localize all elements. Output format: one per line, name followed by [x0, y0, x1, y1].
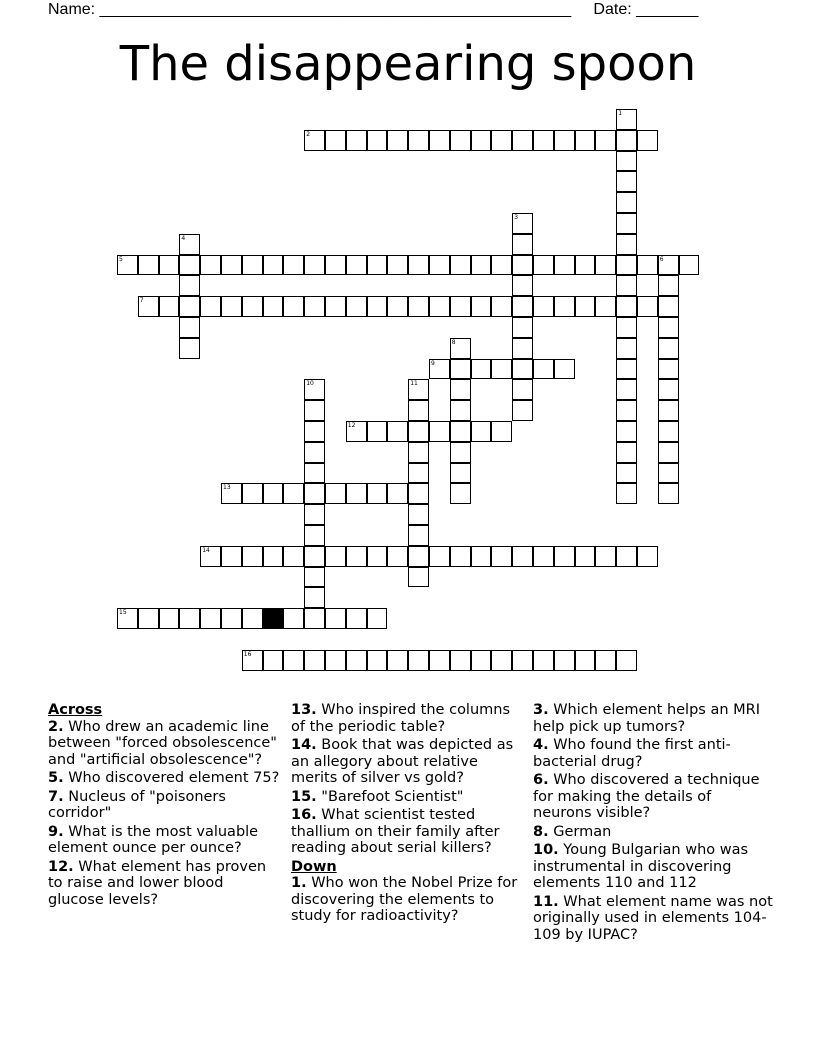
grid-cell[interactable] [304, 130, 325, 151]
grid-cell[interactable] [408, 130, 429, 151]
grid-cell[interactable] [512, 296, 533, 317]
grid-cell[interactable] [533, 296, 554, 317]
page-title: The disappearing spoon [119, 36, 697, 92]
grid-cell[interactable] [450, 400, 471, 421]
grid-cell[interactable] [491, 546, 512, 567]
grid-cell[interactable] [304, 379, 325, 400]
grid-cell[interactable] [304, 587, 325, 608]
grid-cell[interactable] [304, 546, 325, 567]
grid-cell[interactable] [533, 650, 554, 671]
clue-text: Who found the first anti-bacterial drug? [533, 737, 731, 770]
grid-cell[interactable] [658, 275, 679, 296]
grid-cell[interactable] [575, 650, 596, 671]
grid-cell[interactable] [304, 463, 325, 484]
clue-across-16 [291, 807, 526, 857]
grid-cell[interactable] [283, 650, 304, 671]
grid-cell[interactable] [367, 608, 388, 629]
clue-text: Who won the Nobel Prize for discovering the elements to study for radioactivity? [291, 875, 518, 924]
grid-cell[interactable] [304, 608, 325, 629]
grid-cell-number: 5 [119, 255, 123, 263]
grid-cell[interactable] [512, 130, 533, 151]
grid-cell[interactable] [658, 400, 679, 421]
clue-number: 6. [533, 772, 549, 788]
grid-cell[interactable] [325, 546, 346, 567]
clue-across-2 [48, 719, 280, 769]
grid-cell-number: 11 [410, 380, 418, 388]
clue-number: 11. [533, 893, 559, 910]
grid-cell-number: 1 [618, 110, 623, 117]
grid-cell[interactable] [595, 650, 616, 671]
grid-cell[interactable] [304, 483, 325, 504]
grid-cell[interactable] [138, 255, 159, 276]
grid-cell[interactable] [408, 504, 429, 525]
grid-cell[interactable] [242, 255, 263, 276]
grid-cell[interactable] [429, 255, 450, 276]
clue-down-8 [533, 824, 773, 841]
grid-cell[interactable] [408, 463, 429, 484]
grid-cell[interactable] [658, 296, 679, 317]
grid-cell[interactable] [221, 255, 242, 276]
grid-cell[interactable] [200, 255, 221, 276]
grid-cell[interactable] [512, 400, 533, 421]
grid-cell[interactable] [179, 608, 200, 629]
grid-cell[interactable] [616, 546, 637, 567]
grid-cell[interactable] [512, 255, 533, 276]
clue-text: Which element helps an MRI help pick up tumors? [533, 702, 760, 735]
grid-cell[interactable] [658, 463, 679, 484]
grid-cell-number: 9 [431, 359, 435, 367]
grid-cell[interactable] [554, 255, 575, 276]
grid-cell[interactable] [658, 421, 679, 442]
grid-cell[interactable] [491, 255, 512, 276]
grid-cell[interactable] [471, 359, 492, 380]
grid-cell[interactable] [575, 546, 596, 567]
grid-cell[interactable] [346, 608, 367, 629]
clue-text: "Barefoot Scientist" [321, 788, 464, 805]
grid-cell[interactable] [346, 421, 367, 442]
grid-cell[interactable] [471, 650, 492, 671]
grid-cell[interactable] [450, 421, 471, 442]
grid-cell[interactable] [658, 379, 679, 400]
grid-cell[interactable] [658, 317, 679, 338]
grid-cell[interactable] [408, 650, 429, 671]
clue-down-6 [533, 772, 773, 822]
grid-cell[interactable] [179, 338, 200, 359]
clue-text: What is the most valuable element ounce per ounce? [48, 823, 259, 856]
grid-cell[interactable] [325, 650, 346, 671]
grid-cell-number: 4 [181, 234, 186, 242]
grid-cell[interactable] [616, 379, 637, 400]
grid-cell[interactable] [616, 171, 637, 192]
grid-cell[interactable] [221, 296, 242, 317]
grid-cell[interactable] [450, 650, 471, 671]
grid-cell-number: 7 [139, 297, 144, 305]
grid-cell[interactable] [179, 317, 200, 338]
grid-cell[interactable] [450, 296, 471, 317]
grid-cell[interactable] [616, 400, 637, 421]
grid-cell[interactable] [616, 255, 637, 276]
grid-cell[interactable] [387, 255, 408, 276]
grid-cell[interactable] [325, 255, 346, 276]
clue-down-1 [291, 875, 526, 925]
grid-cell[interactable] [221, 483, 242, 504]
grid-cell[interactable] [367, 546, 388, 567]
grid-cell[interactable] [554, 296, 575, 317]
clue-text: Nucleus of "poisoners corridor" [48, 788, 226, 821]
grid-cell[interactable] [658, 359, 679, 380]
grid-cell[interactable] [408, 525, 429, 546]
grid-cell[interactable] [387, 421, 408, 442]
grid-cell[interactable] [533, 255, 554, 276]
grid-cell[interactable] [408, 421, 429, 442]
clue-number: 5. [48, 770, 64, 786]
across-heading: Across [48, 702, 103, 718]
grid-cell[interactable] [263, 483, 284, 504]
grid-cell-number: 14 [202, 546, 210, 554]
grid-cell[interactable] [242, 608, 263, 629]
grid-cell[interactable] [512, 317, 533, 338]
grid-cell[interactable] [533, 130, 554, 151]
grid-cell[interactable] [367, 650, 388, 671]
grid-cell[interactable] [616, 109, 637, 130]
grid-cell[interactable] [471, 255, 492, 276]
grid-cell[interactable] [367, 296, 388, 317]
grid-cell-number: 6 [659, 255, 664, 263]
grid-cell[interactable] [471, 296, 492, 317]
clue-across-7 [48, 789, 280, 822]
grid-cell[interactable] [512, 546, 533, 567]
clue-number: 10. [533, 842, 559, 858]
grid-cell[interactable] [616, 359, 637, 380]
grid-cell[interactable] [429, 130, 450, 151]
grid-cell[interactable] [575, 130, 596, 151]
grid-cell[interactable] [616, 317, 637, 338]
grid-cell[interactable] [304, 400, 325, 421]
grid-cell[interactable] [554, 546, 575, 567]
grid-cell[interactable] [616, 483, 637, 504]
grid-cell[interactable] [200, 608, 221, 629]
grid-cell[interactable] [304, 504, 325, 525]
grid-cell[interactable] [637, 130, 658, 151]
grid-cell[interactable] [387, 483, 408, 504]
grid-cell[interactable] [450, 130, 471, 151]
grid-cell[interactable] [471, 421, 492, 442]
clue-text: Who discovered element 75? [68, 770, 280, 786]
name-date-line: Name: _____________________________________________________ Date: _______ [48, 1, 699, 18]
grid-cell[interactable] [367, 483, 388, 504]
grid-cell[interactable] [387, 130, 408, 151]
grid-cell-number: 8 [451, 338, 456, 346]
clue-across-12 [48, 859, 280, 909]
grid-cell[interactable] [450, 379, 471, 400]
grid-cell[interactable] [346, 255, 367, 276]
grid-cell[interactable] [512, 379, 533, 400]
grid-cell[interactable] [221, 608, 242, 629]
grid-cell[interactable] [408, 442, 429, 463]
grid-cell[interactable] [450, 359, 471, 380]
grid-cell[interactable] [679, 255, 700, 276]
grid-cell[interactable] [325, 608, 346, 629]
grid-cell[interactable] [242, 650, 263, 671]
grid-cell[interactable] [450, 546, 471, 567]
clue-number: 1. [291, 875, 307, 891]
clue-number: 4. [533, 737, 549, 753]
grid-cell[interactable] [658, 255, 679, 276]
grid-cell[interactable] [179, 255, 200, 276]
grid-cell[interactable] [512, 650, 533, 671]
grid-cell[interactable] [616, 338, 637, 359]
grid-cell[interactable] [616, 130, 637, 151]
grid-cell[interactable] [367, 130, 388, 151]
clue-number: 8. [533, 823, 549, 840]
clue-across-5 [48, 770, 280, 787]
grid-cell[interactable] [304, 296, 325, 317]
grid-cell[interactable] [408, 296, 429, 317]
clue-text: Who drew an academic line between "forced obsolescence" and "artificial obsolescence"? [48, 718, 277, 768]
grid-cell[interactable] [616, 213, 637, 234]
grid-cell[interactable] [533, 546, 554, 567]
grid-cell[interactable] [408, 546, 429, 567]
clue-number: 9. [48, 823, 64, 840]
grid-cell[interactable] [221, 546, 242, 567]
grid-cell[interactable] [346, 650, 367, 671]
grid-cell[interactable] [491, 296, 512, 317]
clue-down-10 [533, 842, 773, 892]
grid-cell[interactable] [200, 546, 221, 567]
grid-cell[interactable] [554, 130, 575, 151]
grid-cell[interactable] [159, 608, 180, 629]
grid-cell[interactable] [304, 442, 325, 463]
grid-cell[interactable] [367, 255, 388, 276]
grid-cell[interactable] [637, 255, 658, 276]
grid-cell[interactable] [263, 255, 284, 276]
clue-text: Who inspired the columns of the periodic table? [291, 702, 511, 735]
grid-cell[interactable] [179, 275, 200, 296]
grid-cell[interactable] [283, 255, 304, 276]
grid-cell[interactable] [325, 130, 346, 151]
grid-cell[interactable] [491, 421, 512, 442]
grid-cell[interactable] [491, 130, 512, 151]
grid-cell[interactable] [575, 255, 596, 276]
grid-cell[interactable] [616, 463, 637, 484]
grid-cell[interactable] [429, 296, 450, 317]
grid-cell[interactable] [138, 296, 159, 317]
clue-text: What element has proven to raise and lower blood glucose levels? [48, 858, 267, 908]
grid-cell[interactable] [387, 650, 408, 671]
clue-text: Book that was depicted as an allegory about relative merits of silver vs gold? [291, 737, 514, 786]
grid-cell[interactable] [263, 650, 284, 671]
grid-cell[interactable] [595, 296, 616, 317]
grid-cell[interactable] [595, 546, 616, 567]
clue-number: 15. [291, 788, 317, 805]
grid-cell[interactable] [429, 359, 450, 380]
grid-cell[interactable] [491, 359, 512, 380]
grid-cell[interactable] [304, 650, 325, 671]
clue-text: German [553, 823, 612, 840]
clue-down-4 [533, 737, 773, 770]
grid-cell[interactable] [616, 234, 637, 255]
grid-cell[interactable] [429, 650, 450, 671]
grid-cell[interactable] [304, 567, 325, 588]
grid-cell[interactable] [367, 421, 388, 442]
grid-cell[interactable] [408, 567, 429, 588]
grid-cell-number: 13 [223, 484, 231, 492]
grid-cell[interactable] [408, 483, 429, 504]
grid-cell[interactable] [575, 296, 596, 317]
clue-down-3 [533, 702, 773, 735]
grid-cell[interactable] [325, 483, 346, 504]
grid-cell[interactable] [429, 546, 450, 567]
down-heading: Down [291, 858, 337, 875]
grid-cell[interactable] [491, 650, 512, 671]
grid-cell[interactable] [533, 359, 554, 380]
grid-cell[interactable] [595, 130, 616, 151]
grid-cell[interactable] [263, 296, 284, 317]
grid-cell[interactable] [637, 296, 658, 317]
clue-across-13 [291, 702, 526, 735]
grid-cell[interactable] [616, 275, 637, 296]
clue-text: What scientist tested thallium on their family after reading about serial killers? [291, 807, 500, 856]
grid-cell[interactable] [304, 255, 325, 276]
clues-column-right [533, 702, 773, 945]
clue-text: What element name was not originally used in elements 104-109 by IUPAC? [533, 893, 773, 943]
grid-cell-number: 15 [119, 609, 127, 617]
grid-cell[interactable] [450, 338, 471, 359]
clues-column-left [48, 702, 280, 910]
grid-cell[interactable] [263, 546, 284, 567]
grid-cell[interactable] [408, 400, 429, 421]
grid-cell-blocked [263, 608, 284, 629]
grid-cell[interactable] [450, 483, 471, 504]
grid-cell[interactable] [616, 442, 637, 463]
clue-number: 13. [291, 702, 317, 718]
grid-cell[interactable] [242, 546, 263, 567]
grid-cell[interactable] [179, 234, 200, 255]
grid-cell[interactable] [616, 192, 637, 213]
grid-cell-number: 3 [514, 214, 519, 221]
grid-cell[interactable] [117, 255, 138, 276]
grid-cell[interactable] [346, 546, 367, 567]
grid-cell[interactable] [200, 296, 221, 317]
clue-across-15 [291, 789, 526, 806]
grid-cell-number: 12 [347, 422, 356, 429]
grid-cell[interactable] [242, 296, 263, 317]
clue-text: Who discovered a technique for making the details of neurons visible? [533, 772, 760, 821]
grid-cell[interactable] [450, 442, 471, 463]
grid-cell[interactable] [595, 255, 616, 276]
grid-cell[interactable] [554, 359, 575, 380]
grid-cell[interactable] [554, 650, 575, 671]
grid-cell[interactable] [616, 650, 637, 671]
grid-cell[interactable] [283, 546, 304, 567]
grid-cell[interactable] [242, 483, 263, 504]
grid-cell[interactable] [616, 151, 637, 172]
grid-cell[interactable] [117, 608, 138, 629]
grid-cell[interactable] [159, 296, 180, 317]
grid-cell[interactable] [325, 296, 346, 317]
grid-cell[interactable] [346, 130, 367, 151]
grid-cell[interactable] [637, 546, 658, 567]
grid-cell[interactable] [512, 275, 533, 296]
grid-cell[interactable] [616, 421, 637, 442]
grid-cell[interactable] [512, 359, 533, 380]
clue-number: 7. [48, 788, 64, 805]
grid-cell[interactable] [179, 296, 200, 317]
grid-cell[interactable] [387, 546, 408, 567]
grid-cell[interactable] [512, 338, 533, 359]
grid-cell[interactable] [283, 608, 304, 629]
grid-cell[interactable] [408, 255, 429, 276]
grid-cell[interactable] [346, 296, 367, 317]
clue-across-9 [48, 824, 280, 857]
clue-text: Young Bulgarian who was instrumental in discovering elements 110 and 112 [533, 842, 749, 891]
grid-cell[interactable] [658, 338, 679, 359]
grid-cell[interactable] [616, 296, 637, 317]
clue-number: 12. [48, 858, 74, 875]
clue-number: 16. [291, 807, 317, 823]
grid-cell[interactable] [471, 130, 492, 151]
grid-cell[interactable] [304, 525, 325, 546]
grid-cell[interactable] [429, 421, 450, 442]
clue-down-11 [533, 894, 773, 944]
grid-cell[interactable] [408, 379, 429, 400]
grid-cell[interactable] [283, 483, 304, 504]
grid-cell-number: 16 [243, 650, 252, 658]
grid-cell[interactable] [159, 255, 180, 276]
grid-cell[interactable] [138, 608, 159, 629]
grid-cell[interactable] [346, 483, 367, 504]
grid-cell[interactable] [304, 421, 325, 442]
clues-column-middle [291, 702, 526, 927]
grid-cell[interactable] [658, 483, 679, 504]
grid-cell[interactable] [658, 442, 679, 463]
grid-cell[interactable] [283, 296, 304, 317]
grid-cell[interactable] [387, 296, 408, 317]
grid-cell[interactable] [450, 255, 471, 276]
clue-number: 14. [291, 737, 317, 753]
grid-cell[interactable] [471, 546, 492, 567]
clue-across-14 [291, 737, 526, 787]
grid-cell[interactable] [512, 213, 533, 234]
grid-cell[interactable] [512, 234, 533, 255]
grid-cell[interactable] [450, 463, 471, 484]
grid-cell-number: 2 [306, 130, 311, 138]
clue-number: 2. [48, 718, 64, 735]
grid-cell-number: 10 [306, 380, 314, 388]
clue-number: 3. [533, 702, 549, 718]
